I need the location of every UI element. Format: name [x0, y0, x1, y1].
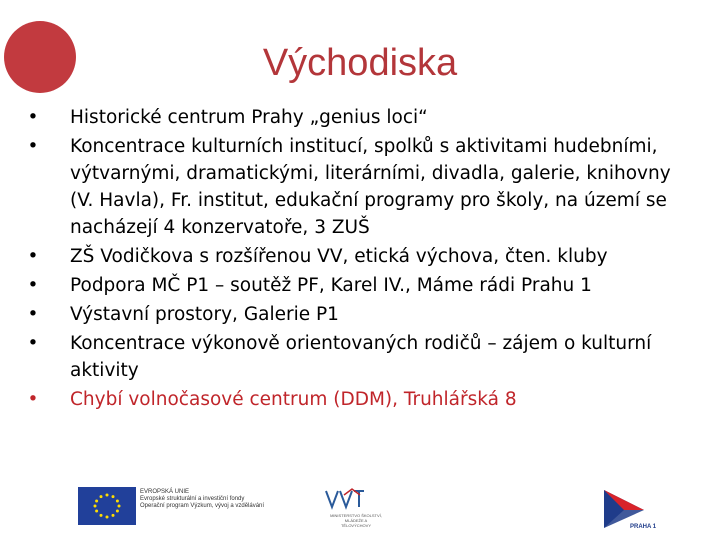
eu-program-text — [140, 489, 300, 510]
eu-line-3: Operační program Výzkum, vývoj a vzdělávání — [140, 503, 265, 509]
msmt-text: MINISTERSTVO ŠKOLSTVÍ, MLÁDEŽE A TĚLOVÝCHOVY — [330, 513, 382, 528]
bullet-item — [26, 133, 686, 241]
slide-title: Východiska — [262, 42, 458, 84]
praha-label: PRAHA 1 — [630, 524, 657, 530]
eu-line-1: EVROPSKÁ UNIE — [140, 489, 190, 495]
eu-flag-logo — [78, 487, 136, 525]
bullet-dot: • — [27, 333, 39, 354]
bullet-item — [26, 272, 686, 299]
bullet-dot: • — [27, 136, 39, 157]
bullet-item — [26, 301, 686, 328]
eu-line-2: Evropské strukturální a investiční fondy — [140, 496, 245, 502]
bullet-dot: • — [27, 304, 39, 325]
bullet-dot: • — [27, 275, 39, 296]
bullet-item — [26, 330, 686, 384]
bullet-item — [26, 104, 686, 131]
bullet-text: Podpora MČ P1 – soutěž PF, Karel IV., Máme rádi Prahu 1 — [70, 275, 592, 296]
bullet-text: Koncentrace kulturních institucí, spolků s aktivitami hudebními, výtvarnými, dramatickými, literárními, divadla, galerie, knihovny (V. Havla), Fr. institut, edukační programy pro školy, na území se nacházejí 4 konzervatoře, 3 ZUŠ — [70, 136, 671, 238]
praha-1-logo — [600, 486, 657, 532]
bullet-text: ZŠ Vodičkova s rozšířenou VV, etická výchova, čten. kluby — [70, 246, 608, 267]
bullet-dot: • — [27, 107, 39, 128]
bullet-dot: • — [27, 389, 39, 410]
bullet-item — [26, 243, 686, 270]
bullet-dot: • — [27, 246, 39, 267]
bullet-text: Koncentrace výkonově orientovaných rodičů – zájem o kulturní aktivity — [70, 333, 652, 381]
bullet-item-highlight — [26, 386, 686, 413]
eu-stars-icon — [78, 487, 136, 525]
bullet-text: Výstavní prostory, Galerie P1 — [70, 304, 339, 325]
bullet-text: Historické centrum Prahy „genius loci“ — [70, 107, 428, 128]
bullet-text: Chybí volnočasové centrum (DDM), Truhlářská 8 — [70, 389, 517, 410]
bullet-list — [26, 104, 686, 415]
